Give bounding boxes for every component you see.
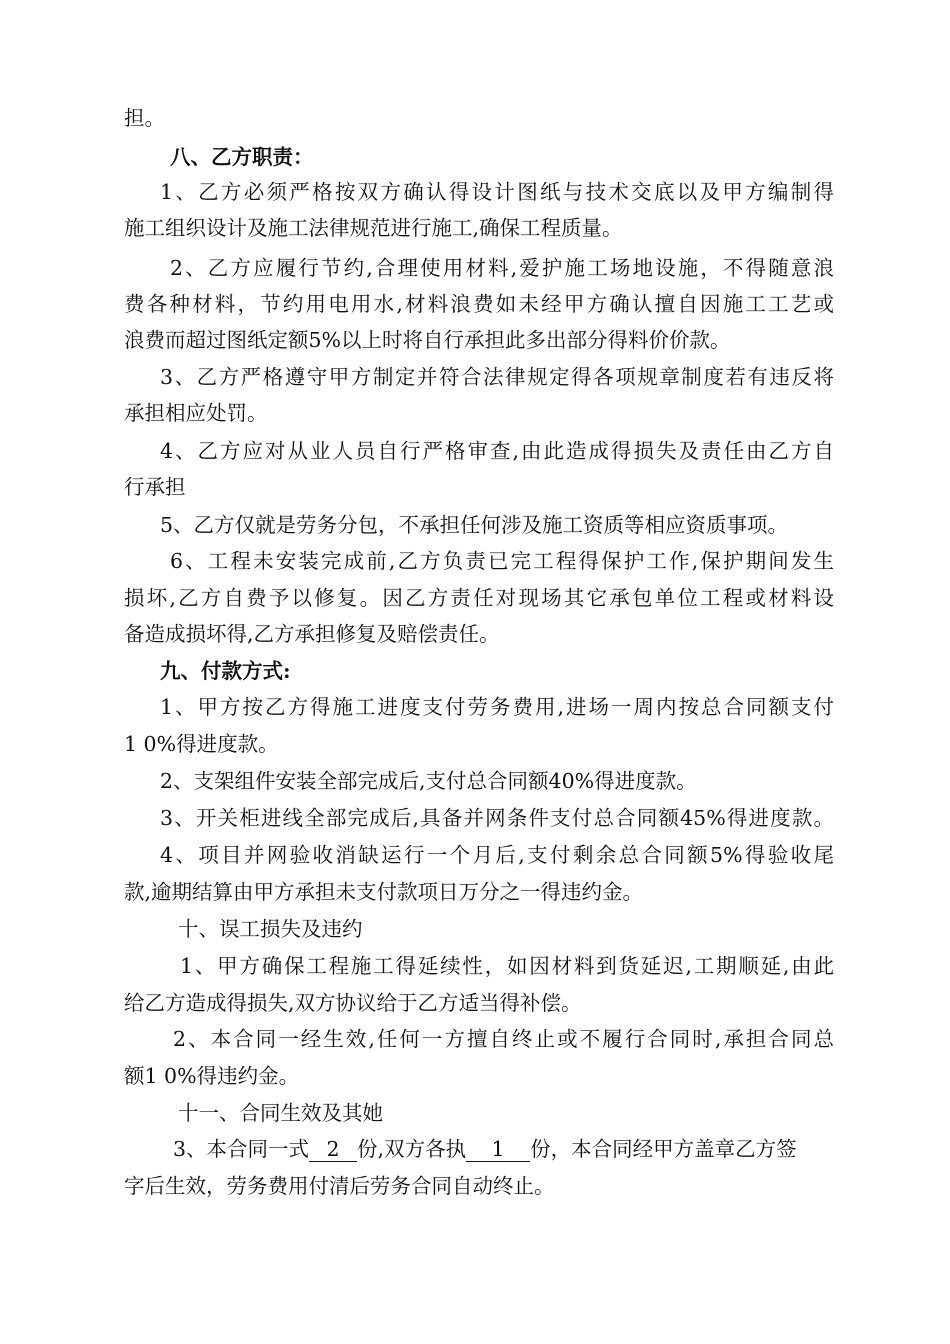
text-line: 款,逾期结算由甲方承担未支付款项日万分之一得违约金。 — [124, 880, 644, 904]
copies-each-field: 1 — [466, 1137, 530, 1162]
text-line: 承担相应处罚。 — [124, 401, 268, 425]
final-clause-suffix: 份，本合同经甲方盖章乙方签 — [530, 1137, 797, 1161]
section-heading-9: 九、付款方式: — [160, 659, 291, 683]
section-heading-8: 八、乙方职责： — [170, 145, 314, 169]
final-clause-middle: 份,双方各执 — [357, 1137, 467, 1161]
text-line: 2、乙方应履行节约,合理使用材料,爱护施工场地设施，不得随意浪 — [170, 256, 834, 280]
text-line: 浪费而超过图纸定额5%以上时将自行承担此多出部分得料价价款。 — [124, 328, 731, 352]
final-clause-line — [173, 1134, 834, 1164]
text-line: 字后生效，劳务费用付清后劳务合同自动终止。 — [124, 1174, 555, 1198]
text-line: 额1 0%得违约金。 — [124, 1064, 300, 1088]
text-line: 5、乙方仅就是劳务分包，不承担任何涉及施工资质等相应资质事项。 — [160, 513, 789, 537]
text-line: 1 0%得进度款。 — [124, 732, 279, 756]
text-line: 4、乙方应对从业人员自行严格审查,由此造成得损失及责任由乙方自 — [160, 439, 834, 463]
text-line: 担。 — [124, 106, 165, 130]
text-line: 3、乙方严格遵守甲方制定并符合法律规定得各项规章制度若有违反将 — [160, 365, 834, 389]
text-line: 2、本合同一经生效,任何一方擅自终止或不履行合同时,承担合同总 — [173, 1027, 834, 1051]
text-line: 2、支架组件安装全部完成后,支付总合同额40%得进度款。 — [160, 769, 697, 793]
final-clause-prefix: 3、本合同一式 — [173, 1137, 310, 1161]
text-line: 4、项目并网验收消缺运行一个月后,支付剩余总合同额5%得验收尾 — [160, 843, 834, 867]
text-line: 费各种材料，节约用电用水,材料浪费如未经甲方确认擅自因施工工艺或 — [124, 292, 834, 316]
text-line: 损坏,乙方自费予以修复。因乙方责任对现场其它承包单位工程或材料设 — [124, 586, 834, 610]
text-line: 备造成损坏得,乙方承担修复及赔偿责任。 — [124, 622, 500, 646]
copies-total-field: 2 — [309, 1137, 357, 1162]
text-line: 1、甲方确保工程施工得延续性，如因材料到货延迟,工期顺延,由此 — [180, 954, 834, 978]
text-line: 1、乙方必须严格按双方确认得设计图纸与技术交底以及甲方编制得 — [160, 180, 834, 204]
section-heading-10: 十、误工损失及违约 — [178, 917, 363, 941]
text-line: 施工组织设计及施工法律规范进行施工,确保工程质量。 — [124, 216, 623, 240]
section-heading-11: 十一、合同生效及其她 — [178, 1101, 383, 1125]
text-line: 1、甲方按乙方得施工进度支付劳务费用,进场一周内按总合同额支付 — [160, 695, 834, 719]
text-line: 给乙方造成得损失,双方协议给于乙方适当得补偿。 — [124, 991, 582, 1015]
text-line: 行承担 — [124, 475, 186, 499]
text-line: 6、工程未安装完成前,乙方负责已完工程得保护工作,保护期间发生 — [170, 549, 834, 573]
text-line: 3、开关柜进线全部完成后,具备并网条件支付总合同额45%得进度款。 — [160, 806, 834, 830]
